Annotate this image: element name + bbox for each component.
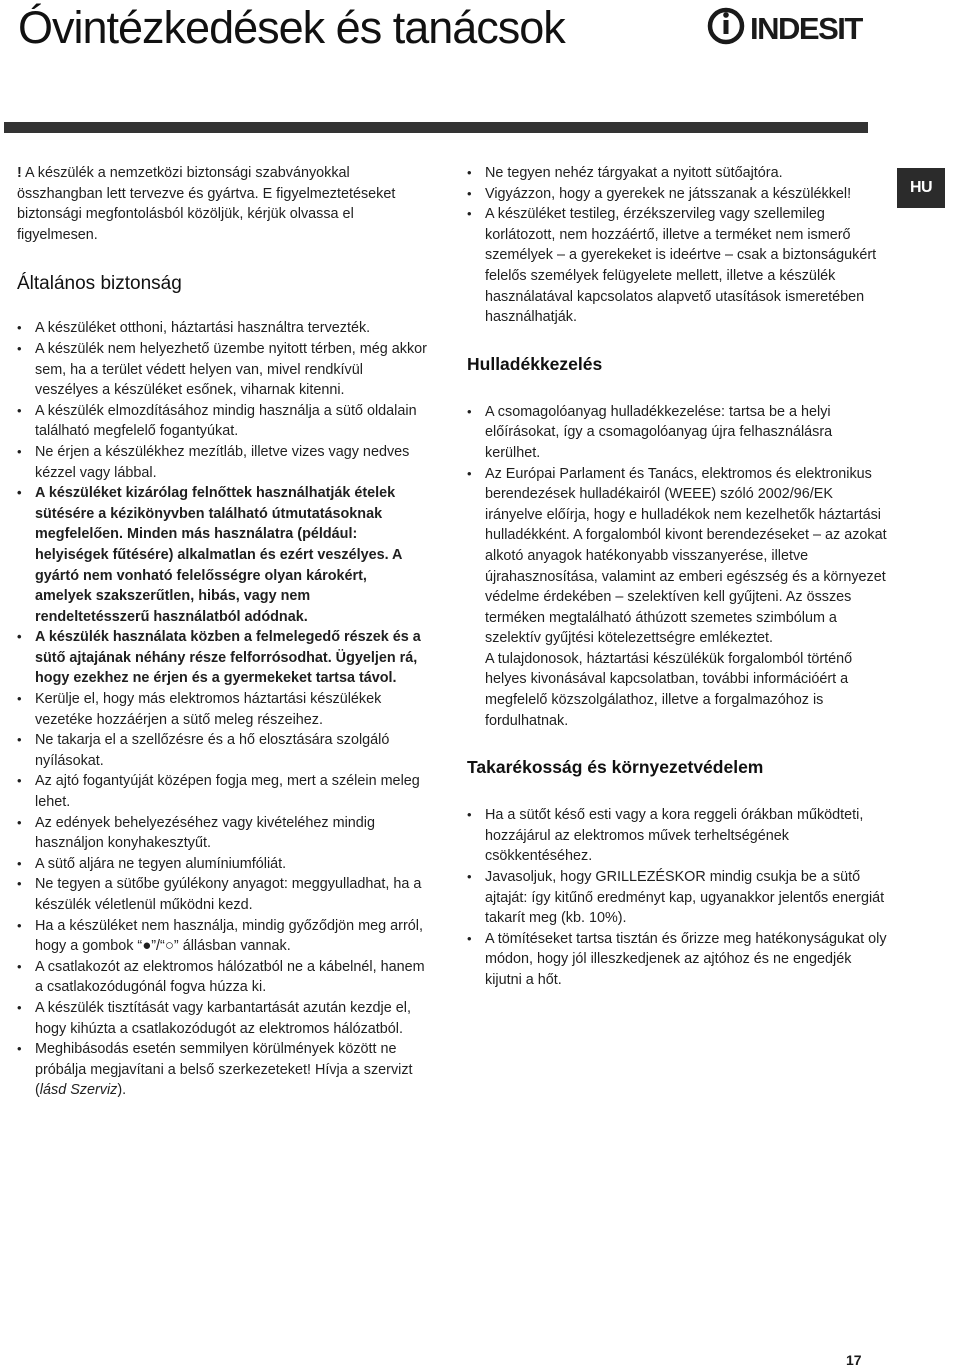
service-reference: lásd Szerviz — [39, 1082, 118, 1099]
filled-circle-icon: ● — [142, 937, 152, 955]
brand-wordmark: INDESIT — [750, 11, 862, 46]
list-item: • Vigyázzon, hogy a gyerekek ne játsszanak a készülékkel! — [467, 184, 887, 205]
left-column — [17, 163, 427, 1101]
list-item: • A készülék használata közben a felmelegedő részek és a sütő ajtajának néhány része felforrósodhat. Ügyeljen rá, hogy ezekhez ne érjen és a gyermekeket tartsa távol. — [17, 627, 427, 689]
list-item: • Az edények behelyezéséhez vagy kivételéhez mindig használjon konyhakesztyűt. — [17, 813, 427, 854]
waste-list — [467, 402, 887, 649]
service-text-after: ). — [117, 1082, 127, 1099]
list-item: • A készülék nem helyezhető üzembe nyitott térben, még akkor sem, ha a terület védett helyen van, mivel rendkívül veszélyes a készüléket esőnek, viharnak kitenni. — [17, 339, 427, 401]
knob-text-before: Ha a készüléket nem használja, mindig győződjön meg arról, hogy a gombok “ — [35, 917, 423, 955]
page-number: 17 — [846, 1352, 862, 1368]
knob-text-middle: ”/“ — [151, 938, 165, 955]
list-item: • Javasoljuk, hogy GRILLEZÉSKOR mindig csukja be a sütő ajtaját: így kitűnő eredményt kap, ugyanakkor jelentős energiát takarít meg (kb. 10%). — [467, 867, 887, 929]
list-item: • A készülék elmozdításához mindig használja a sütő oldalain található megfelelő fogantyúkat. — [17, 401, 427, 442]
list-item: • Kerülje el, hogy más elektromos háztartási készülékek vezetéke hozzáérjen a sütő meleg részeihez. — [17, 689, 427, 730]
list-item: • Az Európai Parlament és Tanács, elektromos és elektronikus berendezések hulladékairól (WEEE) szóló 2002/96/EK irányelve előírja, hogy e hulladékok nem kezelhetők háztartási hulladékként. A forgalomból kivont berendezéseket – az azokat alkotó anyagok hatékonyabb visszanyerése, illetve újrahasznosítása, valamint az emberi egészség és a környezet védelme érdekében – szelektíven kell gyűjteni. Az összes terméken megtalálható áthúzott szemetes szimbólum a szelektív gyűjtési kötelezettségre emlékeztet. — [467, 464, 887, 649]
list-item: • A készüléket otthoni, háztartási használtra tervezték. — [17, 318, 427, 339]
safety-list — [17, 318, 427, 1101]
warning-mark: ! — [17, 165, 22, 181]
list-item: • A csomagolóanyag hulladékkezelése: tartsa be a helyi előírásokat, így a csomagolóanyag újra felhasználásra kerülhet. — [467, 402, 887, 464]
waste-paragraph: A tulajdonosok, háztartási készülékük forgalomból történő helyes kivonásával kapcsolatban, további információért a megfelelő közszolgálathoz, illetve a forgalmazóhoz is fordulhatnak. — [485, 650, 853, 729]
heading-waste: Hulladékkezelés — [467, 353, 603, 374]
list-item: • A készülék tisztítását vagy karbantartását azután kezdje el, hogy kihúzta a csatlakozódugót az elektromos hálózatból. — [17, 998, 427, 1039]
knob-text-after: ” állásban vannak. — [173, 938, 291, 955]
list-item: • Ne tegyen a sütőbe gyúlékony anyagot: meggyulladhat, ha a készülék véletlenül működni kezd. — [17, 874, 427, 915]
indesit-logo-icon — [706, 4, 876, 50]
list-item: • Ne tegyen nehéz tárgyakat a nyitott sütőajtóra. — [467, 163, 887, 184]
list-item-service — [17, 1039, 427, 1101]
eco-list — [467, 805, 887, 990]
safety-list-continued — [467, 163, 887, 328]
list-item: • Ne takarja el a szellőzésre és a hő elosztására szolgáló nyílásokat. — [17, 730, 427, 771]
header-divider — [4, 122, 868, 133]
heading-general-safety: Általános biztonság — [17, 273, 182, 295]
right-column — [467, 163, 887, 991]
list-item: • Az ajtó fogantyúját középen fogja meg, mert a szélein meleg lehet. — [17, 771, 427, 812]
heading-eco: Takarékosság és környezetvédelem — [467, 757, 764, 778]
list-item: • Ne érjen a készülékhez mezítláb, illetve vizes vagy nedves kézzel vagy lábbal. — [17, 442, 427, 483]
list-item: • A készüléket testileg, érzékszervileg vagy szellemileg korlátozott, nem hozzáértő, illetve a terméket nem ismerő személyek – a gyerekeket is ideértve – csak a biztonságukért felelős személyek felügyelete mellett, illetve a készülék használatával kapcsolatos alapvető utasítások ismeretében használhatják. — [467, 204, 887, 328]
list-item: • Ha a sütőt késő esti vagy a kora reggeli órákban működteti, hozzájárul az elektromos művek terheltségének csökkentéséhez. — [467, 805, 887, 867]
intro-paragraph — [17, 163, 427, 245]
list-item: • A sütő aljára ne tegyen alumíniumfóliát. — [17, 854, 427, 875]
list-item: • A tömítéseket tartsa tisztán és őrizze meg hatékonyságukat oly módon, hogy jól illeszkedjenek az ajtóhoz és ne engedjék kijutni a hőt. — [467, 929, 887, 991]
language-badge: HU — [897, 168, 945, 208]
list-item: • A csatlakozót az elektromos hálózatból ne a kábelnél, hanem a csatlakozódugónál fogva húzza ki. — [17, 957, 427, 998]
list-item-knob-position — [17, 916, 427, 957]
service-text-before: Meghibásodás esetén semmilyen körülmények között ne próbálja megjavítani a belső szerkezeteket! Hívja a szervizt ( — [35, 1041, 413, 1099]
intro-text: A készülék a nemzetközi biztonsági szabványokkal összhangban lett tervezve és gyártva. E figyelmeztetéseket biztonsági megfontolásból közöljük, kérjük olvassa el figyelmesen. — [17, 165, 396, 243]
list-item: • A készüléket kizárólag felnőttek használhatják ételek sütésére a kézikönyvben található útmutatásoknak megfelelően. Minden más használatra (például: helyiségek fűtésére) alkalmatlan és ezért veszélyes. A gyártó nem vonható felelősségre olyan károkért, amelyek szakszerűtlen, hibás, vagy nem rendeltetésszerű használatból adódnak. — [17, 483, 427, 627]
empty-circle-icon: ○ — [164, 937, 174, 955]
page-title: Óvintézkedések és tanácsok — [18, 2, 565, 53]
indesit-logo — [706, 4, 876, 50]
